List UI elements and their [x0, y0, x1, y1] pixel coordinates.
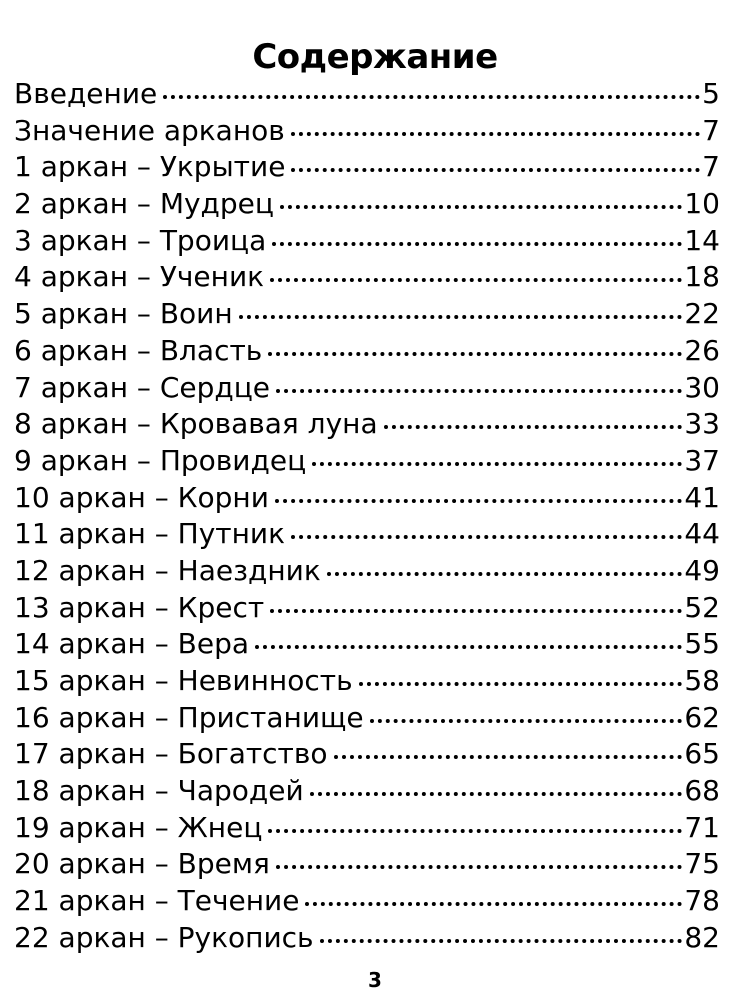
toc-entry-page: 30	[684, 370, 720, 404]
toc-entry-page: 49	[684, 553, 720, 587]
toc-entry-page: 37	[684, 443, 720, 477]
toc-entry-title: 12 аркан – Наездник	[14, 553, 321, 587]
toc-entry[interactable]	[14, 186, 720, 223]
dot-leader	[276, 865, 683, 869]
toc-entry-title: 3 аркан – Троица	[14, 223, 267, 257]
toc-entry-title: 5 аркан – Воин	[14, 297, 233, 331]
toc-entry[interactable]	[14, 663, 720, 700]
toc-entry-page: 75	[684, 847, 720, 881]
toc-entry-title: 19 аркан – Жнец	[14, 810, 263, 844]
toc-entry[interactable]	[14, 296, 720, 333]
toc-entry[interactable]	[14, 149, 720, 186]
toc-entry[interactable]	[14, 626, 720, 663]
toc-entry[interactable]	[14, 920, 720, 957]
toc-entry[interactable]	[14, 333, 720, 370]
toc-entry-page: 55	[684, 627, 720, 661]
toc-entry[interactable]	[14, 406, 720, 443]
toc-entry-page: 82	[684, 920, 720, 954]
dot-leader	[270, 278, 682, 282]
dot-leader	[275, 499, 682, 503]
dot-leader	[163, 95, 700, 99]
toc-entry[interactable]	[14, 883, 720, 920]
dot-leader	[291, 132, 700, 136]
toc-entry-title: 7 аркан – Сердце	[14, 370, 271, 404]
toc-entry-title: 6 аркан – Власть	[14, 333, 263, 367]
toc-entry[interactable]	[14, 773, 720, 810]
toc-entry[interactable]	[14, 810, 720, 847]
table-of-contents	[14, 76, 720, 957]
toc-entry[interactable]	[14, 113, 720, 150]
toc-entry-title: 10 аркан – Корни	[14, 480, 269, 514]
toc-entry-title: 20 аркан – Время	[14, 847, 270, 881]
dot-leader	[239, 315, 683, 319]
toc-entry-page: 26	[684, 333, 720, 367]
dot-leader	[291, 168, 700, 172]
toc-entry-title: 13 аркан – Крест	[14, 590, 265, 624]
toc-entry[interactable]	[14, 516, 720, 553]
toc-entry-page: 7	[702, 113, 720, 147]
toc-entry[interactable]	[14, 700, 720, 737]
toc-entry-title: 17 аркан – Богатство	[14, 737, 328, 771]
toc-entry-title: 18 аркан – Чародей	[14, 774, 304, 808]
toc-entry-title: 14 аркан – Вера	[14, 627, 250, 661]
dot-leader	[312, 462, 682, 466]
toc-entry-title: 15 аркан – Невинность	[14, 664, 353, 697]
dot-leader	[255, 645, 682, 649]
toc-entry-title: 2 аркан – Мудрец	[14, 187, 274, 221]
toc-entry-title: 1 аркан – Укрытие	[14, 150, 286, 184]
toc-entry-title: 9 аркан – Провидец	[14, 443, 307, 477]
toc-entry[interactable]	[14, 223, 720, 260]
toc-entry-title: 16 аркан – Пристанище	[14, 700, 364, 734]
toc-entry[interactable]	[14, 76, 720, 113]
toc-entry-page: 33	[684, 407, 720, 441]
toc-entry-page: 22	[684, 297, 720, 331]
page-number: 3	[368, 968, 382, 992]
dot-leader	[272, 242, 682, 246]
toc-entry-page: 44	[684, 517, 720, 551]
dot-leader	[268, 352, 682, 356]
toc-entry-page: 18	[684, 260, 720, 294]
toc-entry[interactable]	[14, 846, 720, 883]
toc-entry[interactable]	[14, 259, 720, 296]
dot-leader	[359, 682, 683, 686]
dot-leader	[276, 389, 682, 393]
dot-leader	[268, 829, 682, 833]
dot-leader	[370, 719, 683, 723]
toc-entry[interactable]	[14, 736, 720, 773]
dot-leader	[270, 609, 682, 613]
dot-leader	[320, 939, 683, 943]
dot-leader	[305, 902, 682, 906]
toc-entry-page: 41	[684, 480, 720, 514]
dot-leader	[334, 755, 683, 759]
toc-entry[interactable]	[14, 443, 720, 480]
toc-entry-page: 71	[684, 810, 720, 844]
toc-entry-page: 52	[684, 590, 720, 624]
toc-entry-title: 4 аркан – Ученик	[14, 260, 265, 294]
toc-entry-page: 5	[702, 77, 720, 110]
dot-leader	[384, 425, 683, 429]
dot-leader	[327, 572, 683, 576]
toc-entry-page: 68	[684, 774, 720, 808]
toc-entry-page: 65	[684, 737, 720, 771]
dot-leader	[291, 535, 682, 539]
toc-entry[interactable]	[14, 370, 720, 407]
toc-entry-title: 21 аркан – Течение	[14, 884, 300, 918]
toc-entry-title: 11 аркан – Путник	[14, 517, 285, 551]
toc-entry-page: 10	[684, 187, 720, 221]
toc-entry-page: 14	[684, 223, 720, 257]
toc-entry-title: Введение	[14, 77, 158, 110]
toc-entry-page: 78	[684, 884, 720, 918]
toc-entry-page: 62	[684, 700, 720, 734]
toc-entry[interactable]	[14, 553, 720, 590]
page-title: Содержание	[252, 36, 498, 77]
toc-entry[interactable]	[14, 590, 720, 627]
toc-entry-title: 8 аркан – Кровавая луна	[14, 407, 378, 441]
toc-entry-title: Значение арканов	[14, 113, 285, 147]
dot-leader	[280, 205, 682, 209]
dot-leader	[310, 792, 683, 796]
toc-entry[interactable]	[14, 480, 720, 517]
toc-entry-page: 7	[702, 150, 720, 184]
toc-entry-title: 22 аркан – Рукопись	[14, 920, 314, 954]
toc-entry-page: 58	[684, 664, 720, 697]
